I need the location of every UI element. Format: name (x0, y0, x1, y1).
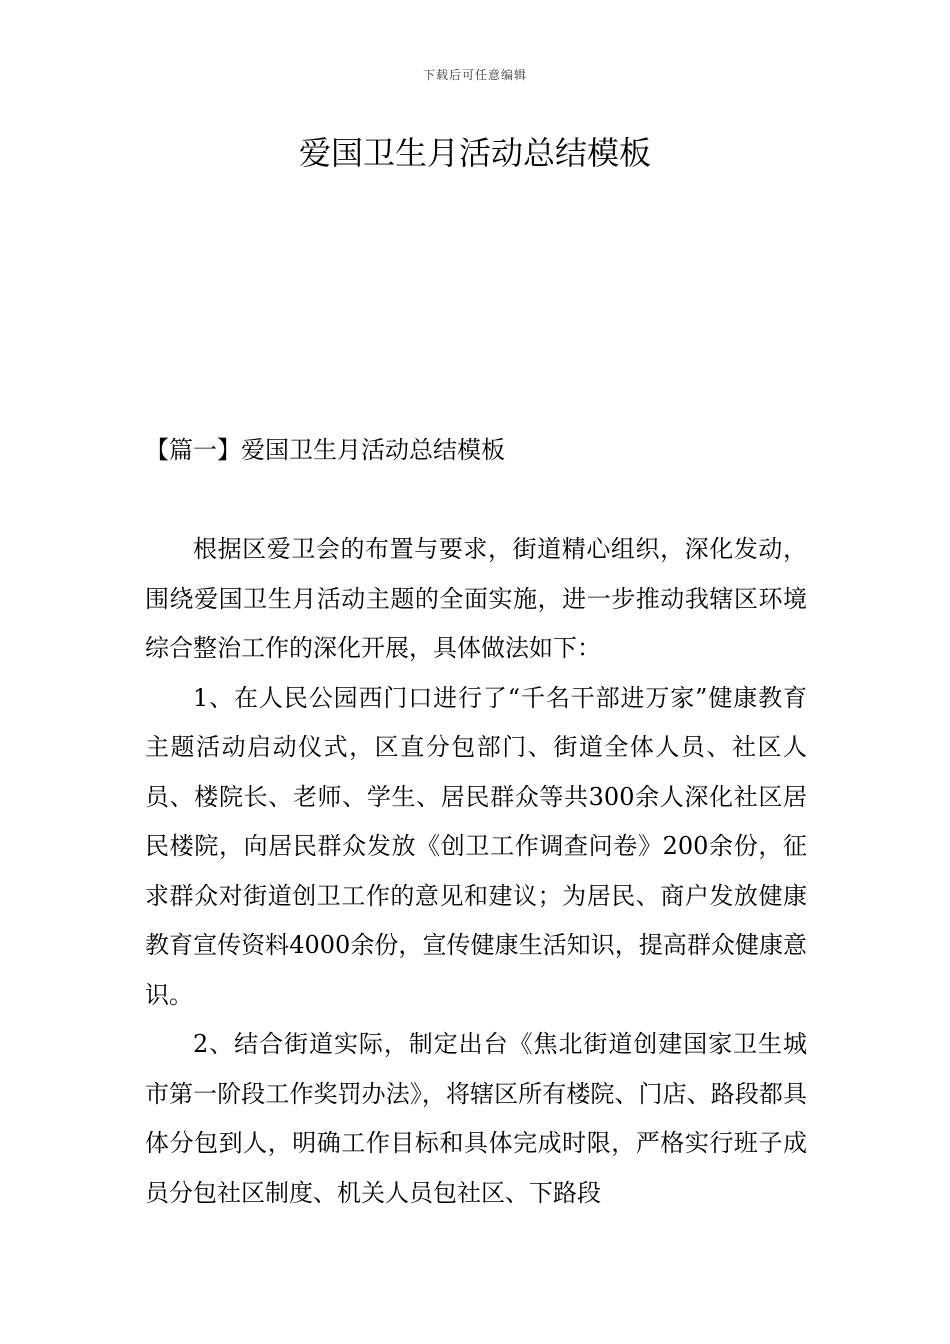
header-note: 下载后可任意编辑 (422, 68, 527, 82)
paragraph-item-1: 1、在人民公园西门口进行了“千名干部进万家”健康教育主题活动启动仪式，区直分包部门、街道全体人员、社区人员、楼院长、老师、学生、居民群众等共300余人深化社区居民楼院，向居民群众发放《创卫工作调查问卷》200余份，征求群众对街道创卫工作的意见和建议；为居民、商户发放健康教育宣传资料4000余份，宣传健康生活知识，提高群众健康意识。 (145, 683, 807, 1009)
document-body (145, 525, 807, 1218)
document-title: 爱国卫生月活动总结模板 (298, 134, 651, 172)
section-heading: 【篇一】爱国卫生月活动总结模板 (145, 436, 505, 464)
paragraph-intro: 根据区爱卫会的布置与要求，街道精心组织，深化发动，围绕爱国卫生月活动主题的全面实施，进一步推动我辖区环境综合整治工作的深化开展，具体做法如下： (145, 535, 807, 662)
paragraph-item-2: 2、结合街道实际，制定出台《焦北街道创建国家卫生城市第一阶段工作奖罚办法》，将辖区所有楼院、门店、路段都具体分包到人，明确工作目标和具体完成时限，严格实行班子成员分包社区制度、机关人员包社区、下路段 (145, 1030, 807, 1207)
